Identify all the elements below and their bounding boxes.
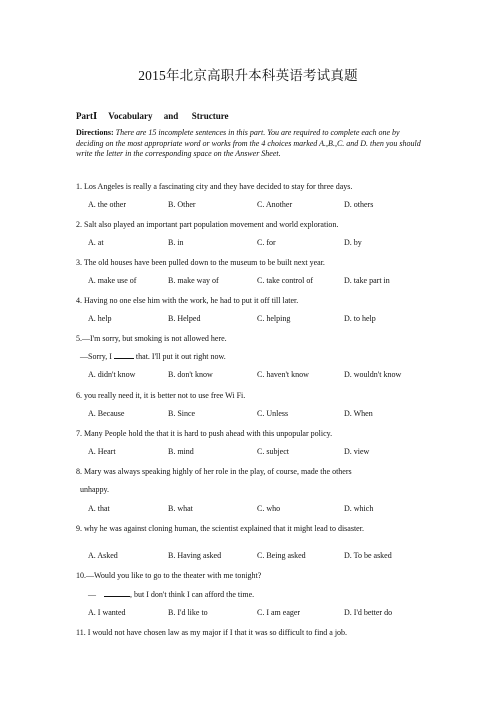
option-b: B. Other — [168, 200, 196, 209]
question-stem-continued: unhappy. — [80, 485, 110, 494]
option-a: A. the other — [88, 200, 126, 209]
option-b: B. mind — [168, 447, 194, 456]
question-stem: 8. Mary was always speaking highly of her role in the play, of course, made the others — [76, 467, 352, 476]
option-a: A. I wanted — [88, 608, 126, 617]
part-heading: PartⅠ Vocabulary and Structure — [76, 111, 229, 121]
question-stem: 10.—Would you like to go to the theater with me tonight? — [76, 571, 262, 580]
question-options — [88, 447, 428, 458]
answer-blank — [114, 351, 134, 359]
option-d: D. To be asked — [344, 551, 392, 560]
option-b: B. what — [168, 504, 193, 513]
question-options — [88, 504, 428, 515]
question-dialogue-line — [80, 351, 226, 361]
option-d: D. by — [344, 238, 362, 247]
option-b: B. Helped — [168, 314, 201, 323]
option-a: A. make use of — [88, 276, 137, 285]
option-c: C. Unless — [257, 409, 289, 418]
option-b: B. I'd like to — [168, 608, 208, 617]
option-a: A. help — [88, 314, 112, 323]
option-a: A. that — [88, 504, 110, 513]
question-stem: 7. Many People hold the that it is hard to push ahead with this unpopular policy. — [76, 429, 333, 438]
option-a: A. Asked — [88, 551, 118, 560]
option-c: C. subject — [257, 447, 289, 456]
dialogue-text: —Sorry, I — [80, 352, 112, 361]
option-b: B. in — [168, 238, 184, 247]
question-stem: 9. why he was against cloning human, the scientist explained that it might lead to disaster. — [76, 524, 364, 533]
option-a: A. at — [88, 238, 104, 247]
option-c: C. Being asked — [257, 551, 306, 560]
dialogue-text: , but I don't think I can afford the time. — [130, 590, 255, 599]
question-options — [88, 314, 428, 325]
question-stem: 4. Having no one else him with the work, he had to put it off till later. — [76, 296, 299, 305]
option-c: C. I am eager — [257, 608, 301, 617]
question-options — [88, 276, 428, 287]
question-options — [88, 238, 428, 249]
option-c: C. helping — [257, 314, 291, 323]
directions-lead: Directions: — [76, 128, 114, 137]
option-b: B. don't know — [168, 370, 213, 379]
directions-text: There are 15 incomplete sentences in this part. You are required to complete each one by deciding on the most appropriate word or works from the 4 choices marked A.,B.,C. and D. then you should write the letter in the corresponding space on the Answer Sheet. — [76, 128, 421, 158]
option-d: D. When — [344, 409, 373, 418]
option-a: A. Because — [88, 409, 125, 418]
option-c: C. who — [257, 504, 281, 513]
question-stem: 2. Salt also played an important part population movement and world exploration. — [76, 220, 339, 229]
option-c: C. for — [257, 238, 276, 247]
question-options — [88, 608, 428, 619]
question-options — [88, 551, 428, 562]
option-d: D. which — [344, 504, 374, 513]
question-stem: 3. The old houses have been pulled down to the museum to be built next year. — [76, 258, 325, 267]
option-c: C. haven't know — [257, 370, 309, 379]
option-d: D. view — [344, 447, 370, 456]
question-options — [88, 200, 428, 211]
question-options — [88, 409, 428, 420]
option-d: D. to help — [344, 314, 376, 323]
dialogue-text: that. I'll put it out right now. — [133, 352, 226, 361]
option-c: C. take control of — [257, 276, 313, 285]
option-d: D. take part in — [344, 276, 390, 285]
option-c: C. Another — [257, 200, 293, 209]
question-dialogue-line — [88, 589, 254, 599]
option-b: B. Since — [168, 409, 196, 418]
option-a: A. didn't know — [88, 370, 136, 379]
option-d: D. I'd better do — [344, 608, 393, 617]
option-b: B. Having asked — [168, 551, 222, 560]
question-stem: 5.—I'm sorry, but smoking is not allowed here. — [76, 334, 227, 343]
question-stem: 11. I would not have chosen law as my major if I that it was so difficult to find a job. — [76, 628, 348, 637]
question-stem: 1. Los Angeles is really a fascinating city and they have decided to stay for three days. — [76, 182, 353, 191]
option-b: B. make way of — [168, 276, 219, 285]
question-stem: 6. you really need it, it is better not to use free Wi Fi. — [76, 391, 246, 400]
option-a: A. Heart — [88, 447, 116, 456]
option-d: D. others — [344, 200, 374, 209]
page-title: 2015年北京高职升本科英语考试真题 — [138, 68, 358, 83]
directions — [76, 128, 426, 160]
answer-blank — [104, 589, 130, 597]
option-d: D. wouldn't know — [344, 370, 402, 379]
dialogue-text: — — [88, 590, 96, 599]
question-options — [88, 370, 428, 381]
